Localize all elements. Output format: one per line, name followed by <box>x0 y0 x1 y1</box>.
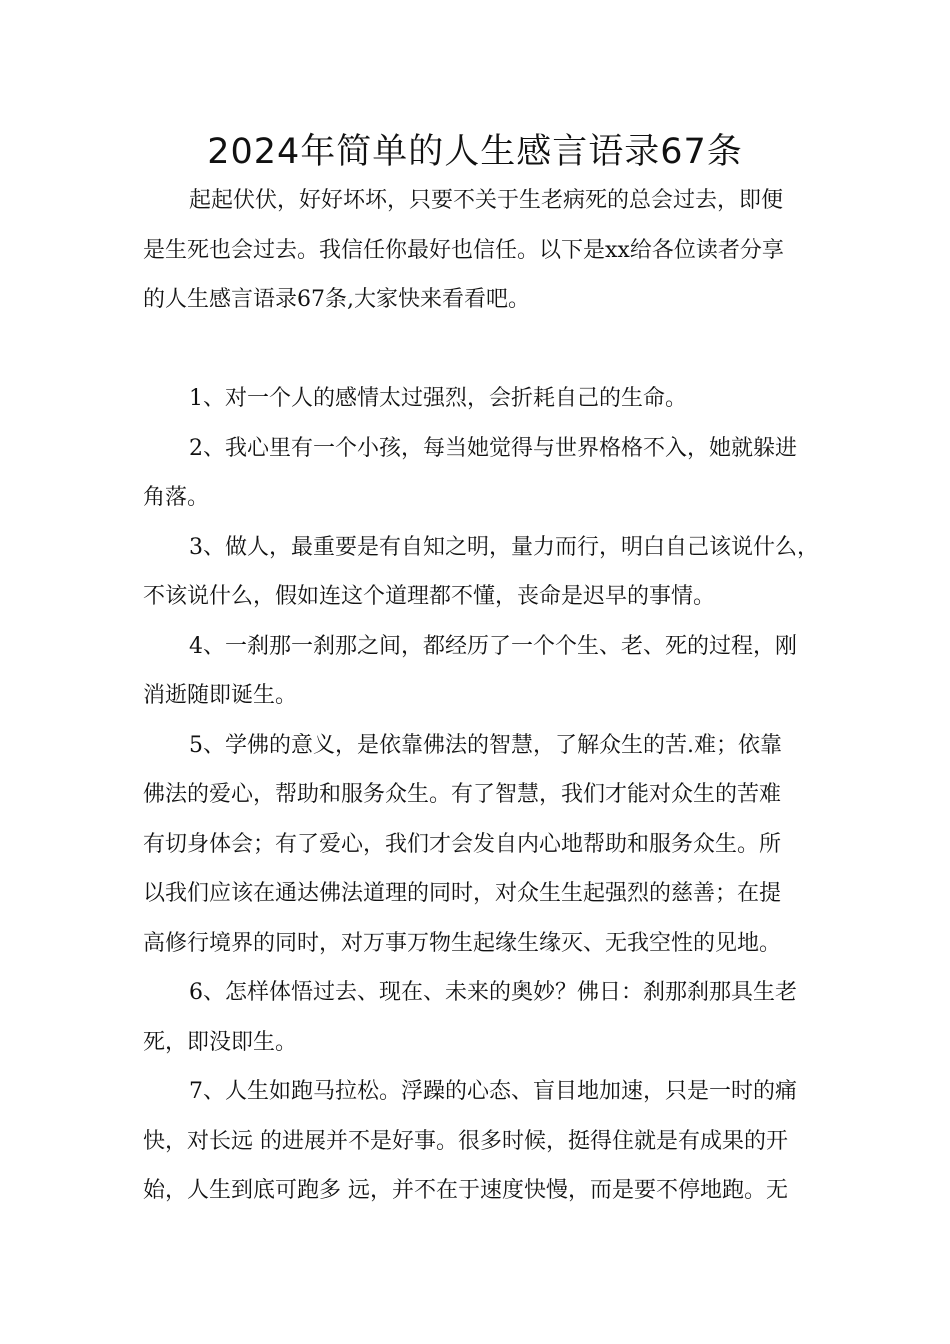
quote-line: 4、一刹那一刹那之间，都经历了一个个生、老、死的过程，刚 <box>189 633 797 659</box>
quote-line: 佛法的爱心，帮助和服务众生。有了智慧，我们才能对众生的苦难 <box>143 782 782 807</box>
quote-line: 不该说什么，假如连这个道理都不懂，丧命是迟早的事情。 <box>143 584 716 609</box>
quote-line: 7、人生如跑马拉松。浮躁的心态、盲目地加速，只是一时的痛 <box>189 1079 797 1104</box>
quote-item-4 <box>143 622 813 721</box>
quote-item-1 <box>143 374 813 424</box>
document-body <box>143 176 819 1216</box>
quote-item-2 <box>143 424 813 523</box>
document-title: 2024年简单的人生感言语录67条 <box>207 132 743 172</box>
intro-line: 的人生感言语录67条,大家快来看看吧。 <box>143 287 530 312</box>
quote-line: 始，人生到底可跑多 远，并不在于速度快慢，而是要不停地跑。无 <box>143 1178 788 1203</box>
quote-line: 以我们应该在通达佛法道理的同时，对众生生起强烈的慈善；在提 <box>143 881 782 906</box>
quote-item-5 <box>143 721 813 969</box>
quote-line: 5、学佛的意义，是依靠佛法的智慧，了解众生的苦.难；依靠 <box>189 732 782 758</box>
quote-line: 6、怎样体悟过去、现在、未来的奥妙？佛日：刹那刹那具生老 <box>189 980 797 1005</box>
quote-line: 角落。 <box>143 485 210 510</box>
quote-line: 消逝随即诞生。 <box>143 683 298 708</box>
quote-line: 1、对一个人的感情太过强烈，会折耗自己的生命。 <box>189 386 687 411</box>
quote-line: 有切身体会；有了爱心，我们才会发自内心地帮助和服务众生。所 <box>143 831 782 857</box>
intro-line: 起起伏伏，好好坏坏，只要不关于生老病死的总会过去，即便 <box>189 188 784 213</box>
quote-item-3 <box>143 523 819 622</box>
intro-paragraph <box>143 176 813 325</box>
quote-line: 死，即没即生。 <box>143 1029 298 1055</box>
paragraph-gap <box>143 325 813 375</box>
quote-line: 3、做人，最重要是有自知之明，量力而行，明白自己该说什么， <box>189 534 819 560</box>
intro-line: 是生死也会过去。我信任你最好也信任。以下是xx给各位读者分享 <box>143 237 784 263</box>
quote-line: 快，对长远 的进展并不是好事。很多时候，挺得住就是有成果的开 <box>143 1128 788 1154</box>
quote-line: 2、我心里有一个小孩，每当她觉得与世界格格不入，她就躲进 <box>189 435 797 461</box>
quote-item-6 <box>143 968 813 1067</box>
quote-item-7 <box>143 1067 813 1216</box>
quote-line: 高修行境界的同时，对万事万物生起缘生缘灭、无我空性的见地。 <box>143 930 782 956</box>
